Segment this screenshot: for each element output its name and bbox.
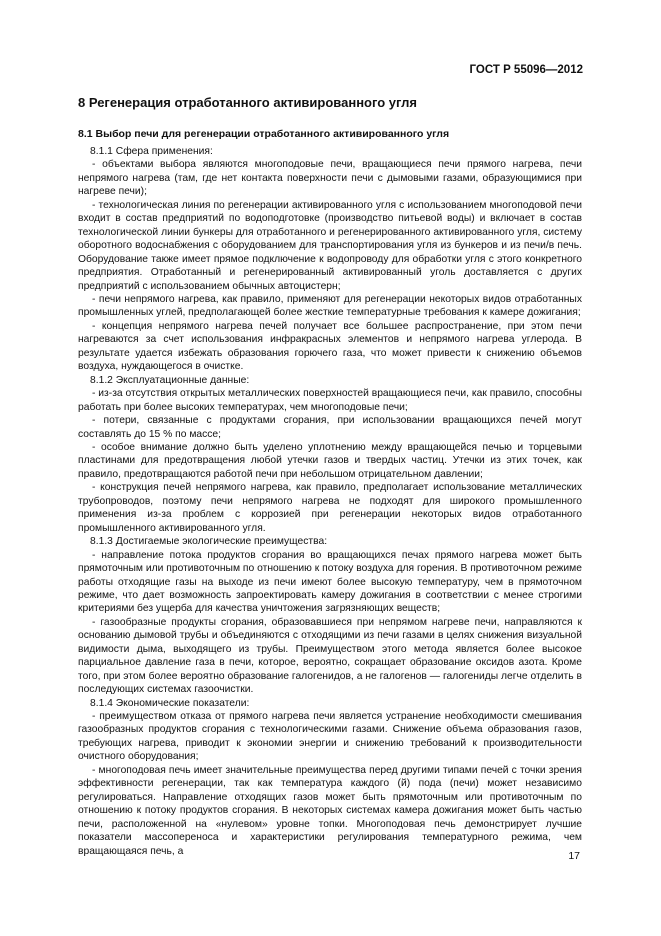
clause-heading: 8.1.2 Эксплуатационные данные: [90,374,250,386]
page-number: 17 [568,850,580,862]
list-item: - потери, связанные с продуктами сгорания, при использовании вращающихся печей могут составлять до 15 % по массе; [78,415,582,440]
list-item: - особое внимание должно быть уделено уплотнению между вращающейся печью и торцевыми пластинами для предотвращения любой утечки газов и твердых частиц. Утечки из этих точек, как правило, предотвращаются работой печи при небольшом отрицательном давлении; [78,441,582,480]
list-item: - газообразные продукты сгорания, образовавшиеся при непрямом нагреве печи, направляются к основанию дымовой трубы и объединяются с отходящими из печи газами в целях снижения визуальной видимости дыма, выходящего из трубы. Преимуществом этого метода является более высокое парциальное давление газа в печи, которое, вероятно, сокращает образование оксидов азота. Кроме того, при этом более вероятно образование галогенидов, а не галогенов — галогениды легче отделить в последующих системах газоочистки. [78,616,582,696]
clause-heading: 8.1.4 Экономические показатели: [90,697,250,709]
list-item: - направление потока продуктов сгорания во вращающихся печах прямого нагрева может быть прямоточным или противоточным по отношению к потоку воздуха для горения. В противоточном режиме работы отходящие газы на выходе из печи имеют более высокую температуру, чем в прямоточном режиме, что дает возможность запроектировать камеру дожигания в соответствии с менее строгими критериями без ущерба для качества уничтожения загрязняющих веществ; [78,549,582,615]
list-item: - печи непрямого нагрева, как правило, применяют для регенерации некоторых видов отработанных промышленных углей, предполагающей более жесткие температурные требования к камере дожигания; [78,293,582,319]
body-text [78,145,582,858]
list-item: - многоподовая печь имеет значительные преимущества перед другими типами печей с точки зрения эффективности регенерации, так как температура каждого (й) пода (печи) может независимо регулироваться. Направление отходящих газов может быть прямоточным или противоточным по отношению к потоку продуктов сгорания. В некоторых системах камера дожигания может быть частью печи, расположенной на «нулевом» уровне топки. Многоподовая печь демонстрирует лучшие показатели массопереноса и характеристики регулирования температурного режима, чем вращающаяся печь, а [78,764,582,857]
list-item: - из-за отсутствия открытых металлических поверхностей вращающиеся печи, как правило, способны работать при более высоких температурах, чем многоподовые печи; [78,388,582,413]
list-item: - конструкция печей непрямого нагрева, как правило, предполагает использование металлических трубопроводов, поэтому печи непрямого нагрева не подходят для широкого промышленного применения из-за проблем с коррозией при регенерации некоторых видов отработанного промышленного активированного угля. [78,482,582,534]
standard-header: ГОСТ Р 55096—2012 [469,64,583,76]
subsection-title: 8.1 Выбор печи для регенерации отработанного активированного угля [78,128,450,140]
clause-heading: 8.1.1 Сфера применения: [90,146,213,157]
clause-heading: 8.1.3 Достигаемые экологические преимущества: [90,536,328,548]
list-item: - преимуществом отказа от прямого нагрева печи является устранение необходимости смешивания газообразных продуктов сгорания с технологическими газами. Снижение объема образования газов, требующих нагрева, приводит к экономии энергии и снижению требований к производительности очистного оборудования; [78,711,582,763]
section-title: 8 Регенерация отработанного активированного угля [78,95,417,110]
list-item: - концепция непрямого нагрева печей получает все большее распространение, при этом печи нагреваются за счет использования инфракрасных элементов и непрямого нагрева углерода. В результате удается избежать образования горючего газа, что может привести к снижению объемов воздуха, нуждающегося в очистке. [78,320,582,373]
list-item: - объектами выбора являются многоподовые печи, вращающиеся печи прямого нагрева, печи непрямого нагрева (там, где нет контакта поверхности печи с дымовыми газами, образующимися при нагреве печи); [78,159,582,198]
list-item: - технологическая линия по регенерации активированного угля с использованием многоподовой печи входит в состав предприятий по водоподготовке (производство питьевой воды) и включает в состав технологической линии бункеры для отработанного и регенерированного активированного угля, систему оборотного водоснабжения с оборудованием для транспортирования угля из бункеров и из печи/в печь. Оборудование также имеет прямое подключение к водопроводу для обработки угля с этого конкретного предприятия. Отработанный и регенерированный активированный уголь доставляется с других предприятий с использованием обычных автоцистерн; [78,199,582,292]
